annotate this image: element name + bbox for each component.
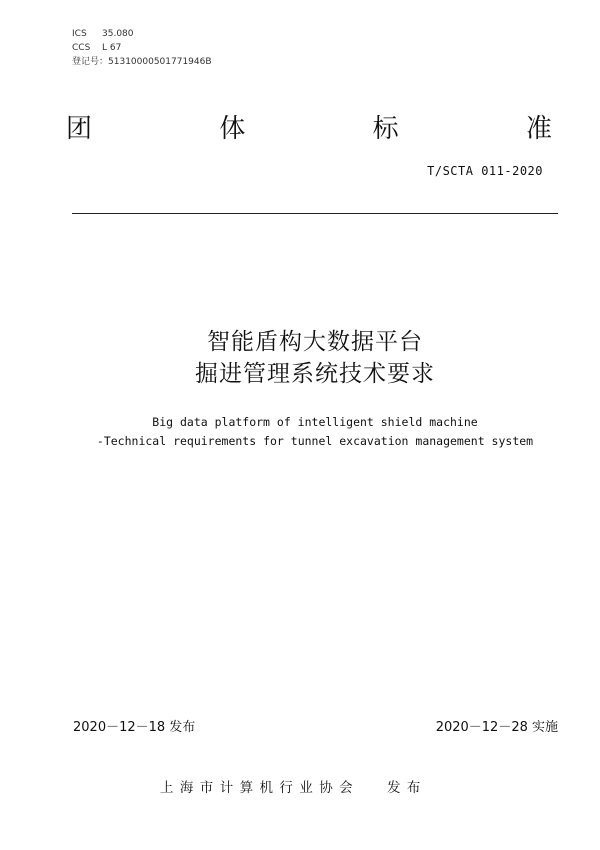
ccs-label: CCS [72,43,91,53]
title-char-4: 准 [525,114,552,144]
title-char-2: 体 [219,114,246,144]
english-title-line-2: -Technical requirements for tunnel excavation management system [96,434,534,448]
ics-row [72,27,212,41]
title-char-1: 团 [66,114,93,144]
chinese-title-line-2: 掘进管理系统技术要求 [195,361,435,387]
publisher-line [160,776,427,796]
implement-date: 2020－12－28 实施 [435,720,558,735]
standard-number: T/SCTA 011-2020 [427,164,543,178]
chinese-title [0,326,600,390]
header-divider [72,213,558,214]
classification-block [72,27,212,69]
ccs-value: L 67 [102,43,122,53]
ccs-row [72,41,212,55]
registration-label: 登记号： [72,57,109,67]
publisher-name: 上海市计算机行业协会 [160,780,359,796]
chinese-title-line-1: 智能盾构大数据平台 [207,329,423,355]
publisher-action: 发布 [387,780,427,796]
english-title-line-1: Big data platform of intelligent shield machine [152,415,478,429]
ics-value: 35.080 [102,29,134,39]
title-char-3: 标 [372,114,399,144]
standard-type-title [66,112,552,146]
registration-value: 51310000501771946B [108,57,212,67]
ics-label: ICS [72,29,87,39]
registration-row [72,55,212,69]
publish-date: 2020－12－18 发布 [73,720,196,735]
english-title [0,413,600,451]
